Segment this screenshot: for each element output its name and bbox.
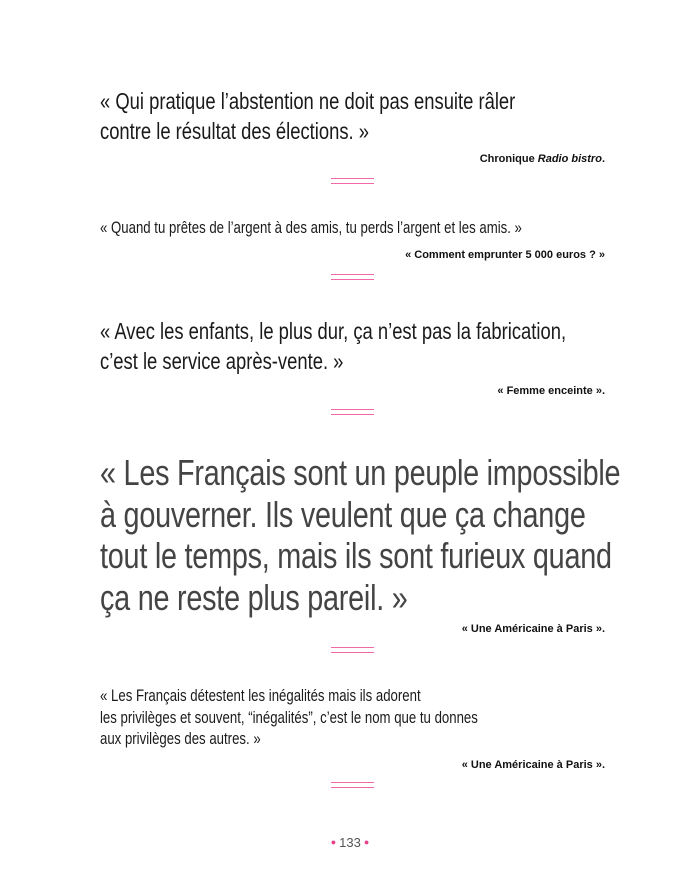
divider	[331, 409, 374, 415]
quote-line: à gouverner. Ils veulent que ça change	[100, 493, 586, 535]
quote-line: les privilèges et souvent, “inégalités”, c’est le nom que tu donnes	[100, 708, 478, 727]
quote-1	[100, 86, 515, 146]
source-prefix: Chronique	[479, 153, 538, 165]
bullet-icon: ●	[330, 837, 337, 847]
divider	[331, 178, 374, 184]
bullet-icon: ●	[363, 837, 370, 847]
quote-line: contre le résultat des élections. »	[100, 118, 369, 144]
quote-line: « Qui pratique l’abstention ne doit pas ensuite râler	[100, 88, 516, 114]
divider	[331, 647, 374, 653]
quote-2	[100, 218, 522, 240]
source-suffix: .	[601, 153, 605, 165]
quote-line: « Quand tu prêtes de l’argent à des amis, tu perds l’argent et les amis. »	[100, 219, 522, 237]
quote-line: tout le temps, mais ils sont furieux quand	[100, 535, 612, 576]
quote-2-source: « Comment emprunter 5 000 euros ? »	[405, 249, 605, 261]
quote-3-source: « Femme enceinte ».	[497, 385, 605, 397]
quote-3	[100, 316, 566, 376]
page-number	[0, 835, 700, 850]
quote-line: c’est le service après-vente. »	[100, 348, 344, 374]
quote-1-source	[480, 153, 605, 165]
quote-5	[100, 686, 478, 751]
quote-4	[100, 452, 620, 618]
quote-5-source: « Une Américaine à Paris ».	[461, 759, 605, 771]
quote-line: « Les Français détestent les inégalités mais ils adorent	[100, 687, 421, 705]
divider	[331, 782, 374, 788]
source-title: Radio bistro	[537, 153, 602, 165]
page-number-text: 133	[339, 835, 361, 850]
quote-line: « Avec les enfants, le plus dur, ça n’est pas la fabrication,	[100, 318, 567, 344]
quote-line: aux privilèges des autres. »	[100, 730, 261, 748]
divider	[331, 274, 374, 280]
quote-line: « Les Français sont un peuple impossible	[100, 452, 621, 493]
quote-line: ça ne reste plus pareil. »	[100, 576, 408, 618]
quote-4-source: « Une Américaine à Paris ».	[461, 623, 605, 635]
